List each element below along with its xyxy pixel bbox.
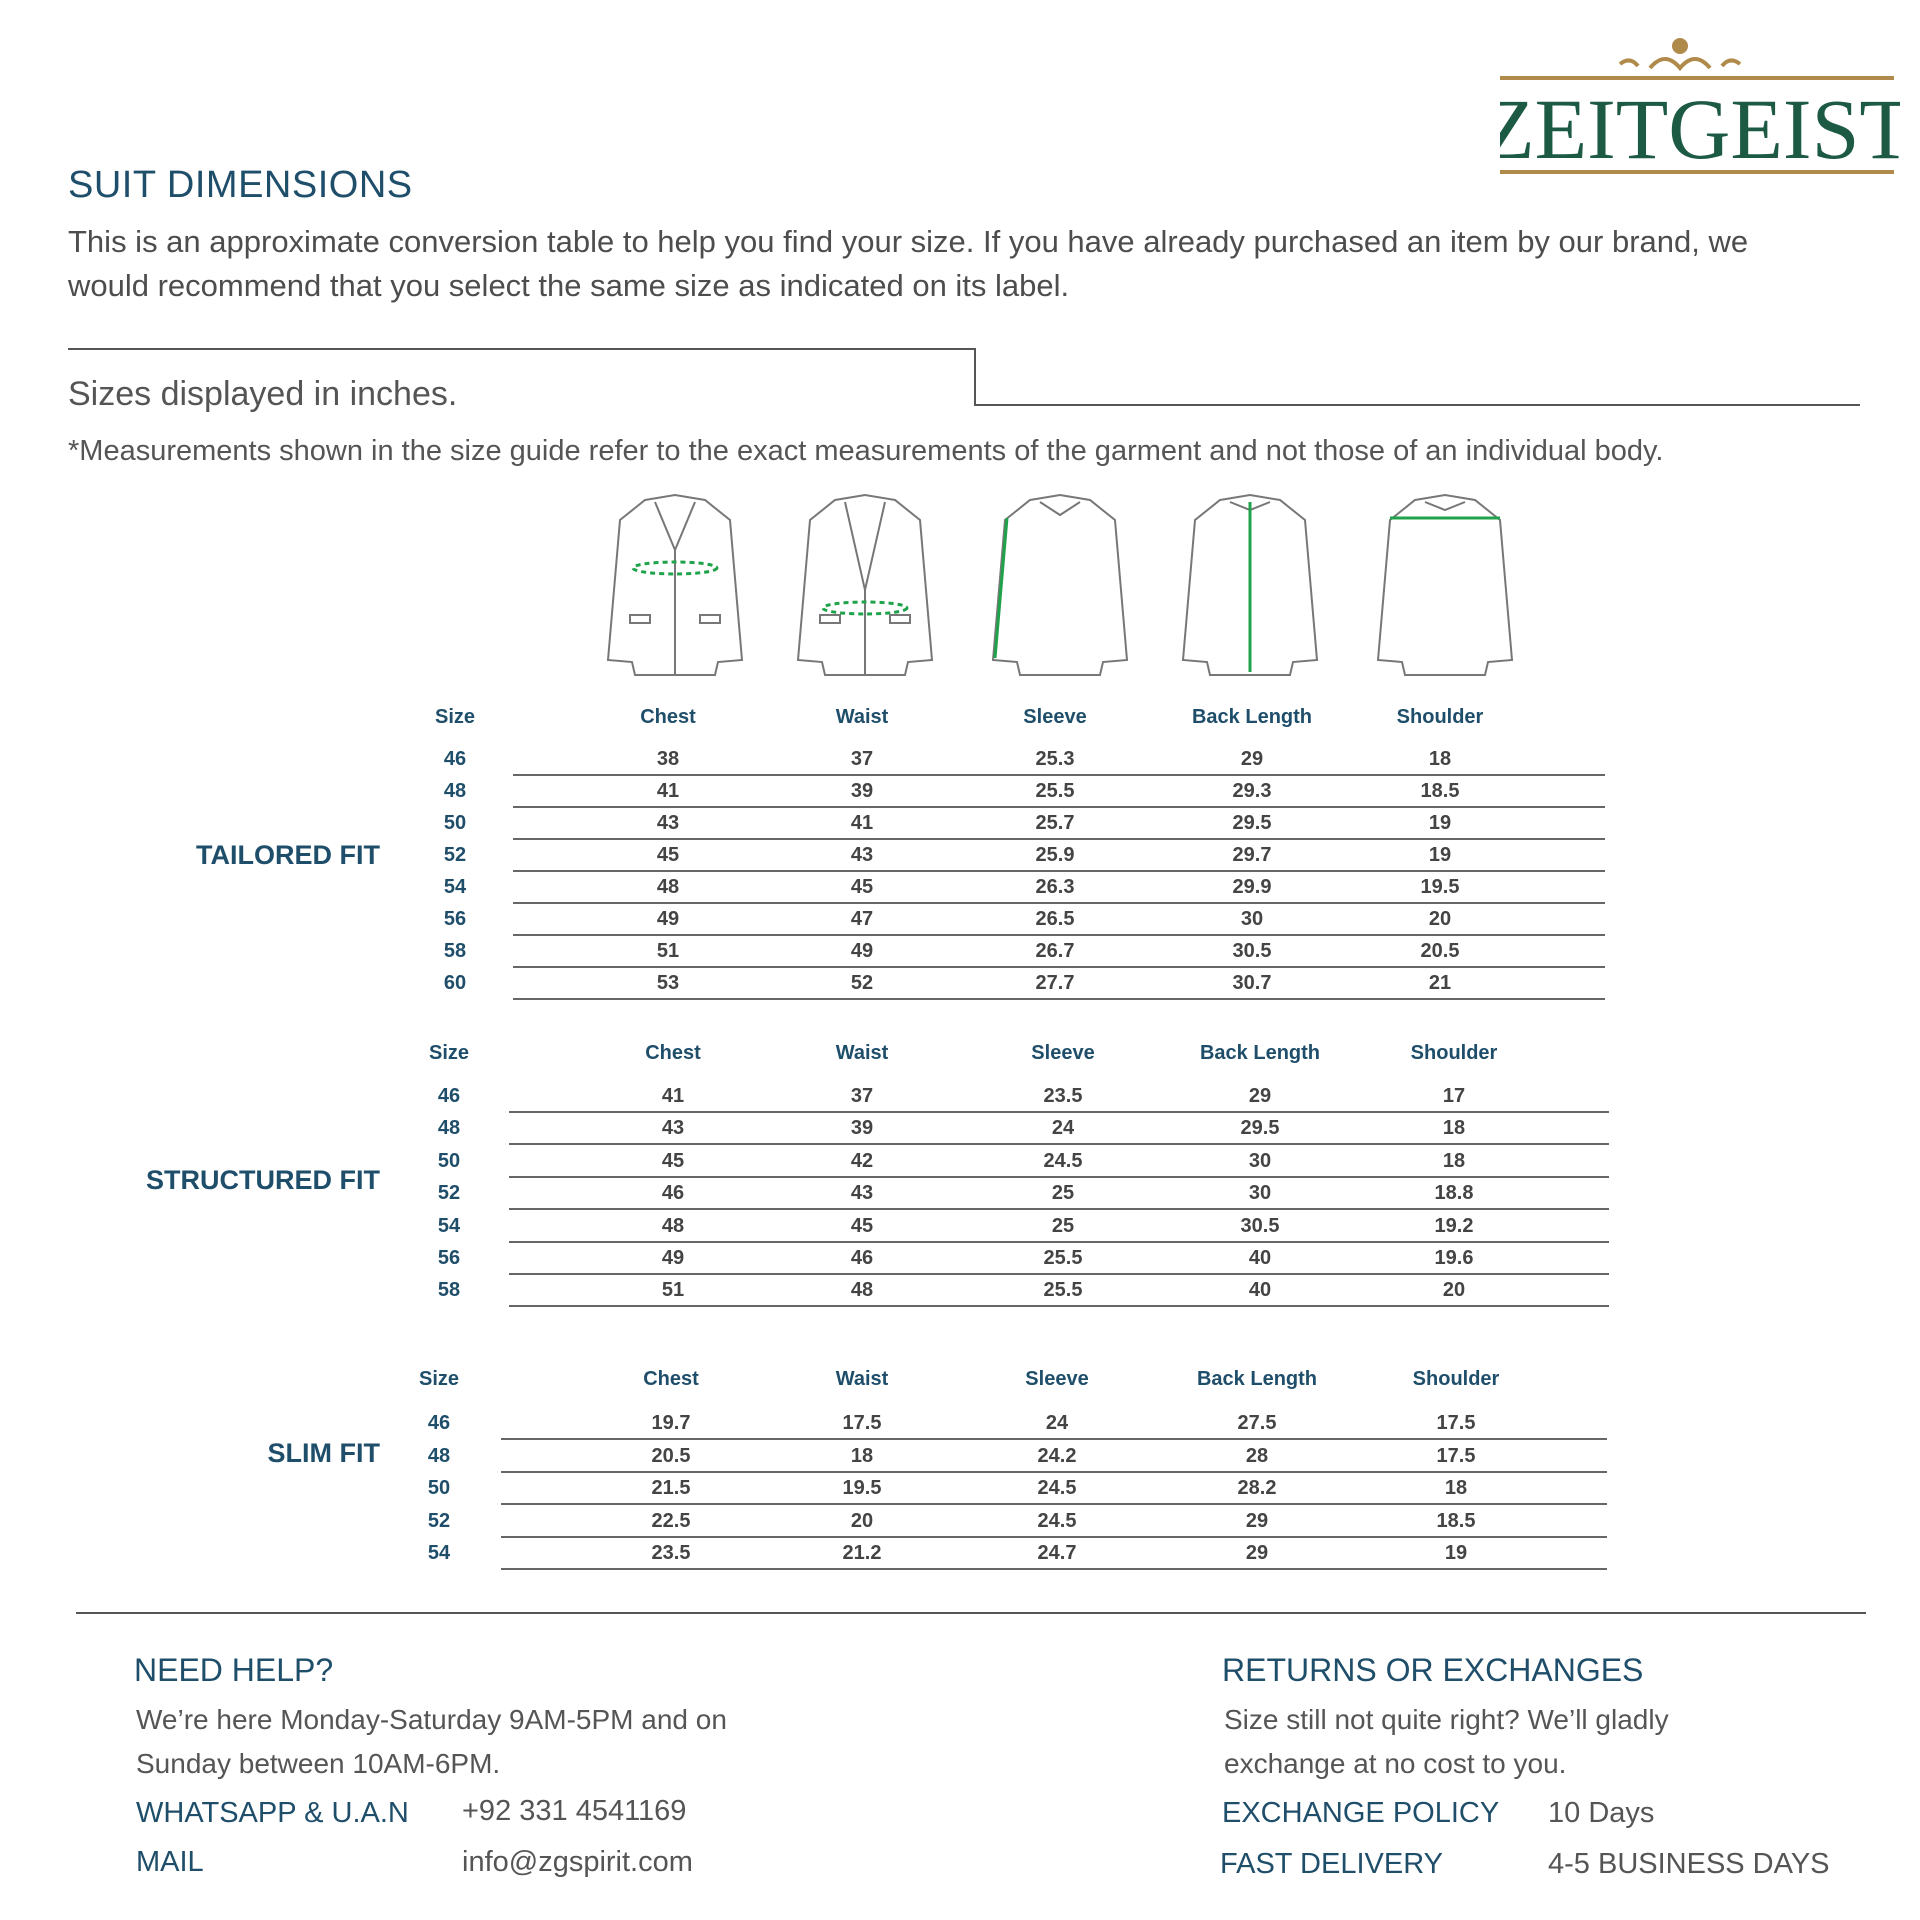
table-cell: 17.5 [1436,1444,1476,1467]
size-cell: 48 [427,1444,451,1467]
row-divider [513,934,1605,936]
table-cell: 52 [850,972,874,994]
table-cell: 20.5 [651,1444,691,1467]
table-group-label: SLIM FIT [267,1438,380,1468]
table-cell: 20.5 [1420,940,1460,962]
table-cell: 40 [1248,1279,1272,1302]
size-cell: 50 [427,1477,451,1499]
returns-text-line1: Size still not quite right? We’ll gladly [1224,1704,1669,1735]
size-cell: 54 [437,1214,461,1237]
row-divider [509,1176,1609,1178]
table-cell: 45 [661,1149,685,1172]
footer-divider [76,1612,1866,1614]
sleeve-jacket-icon [985,490,1135,680]
table-cell: 29.3 [1232,780,1272,802]
table-cell: 17 [1442,1085,1466,1107]
table-cell: 29 [1248,1085,1272,1107]
row-divider [513,774,1605,776]
table-cell: 18 [1442,1117,1466,1140]
divider-top-right [974,404,1860,406]
table-cell: 26.3 [1035,876,1075,898]
size-cell: 60 [443,972,467,994]
whatsapp-number[interactable]: +92 331 4541169 [462,1795,687,1827]
table-cell: 28.2 [1237,1477,1277,1499]
column-header: Waist [835,1368,889,1390]
table-cell: 18 [1442,1149,1466,1172]
fast-delivery-value: 4-5 BUSINESS DAYS [1548,1848,1830,1880]
table-cell: 38 [656,748,680,770]
page-title: SUIT DIMENSIONS [68,164,413,206]
column-header: Shoulder [1412,1368,1500,1390]
column-header: Chest [643,1368,699,1390]
whatsapp-label: WHATSAPP & U.A.N [136,1797,409,1829]
table-cell: 19.6 [1434,1247,1474,1269]
row-divider [509,1143,1609,1145]
table-cell: 51 [661,1279,685,1302]
table-cell: 25 [1051,1214,1075,1237]
table-cell: 48 [656,876,680,898]
table-cell: 41 [661,1085,685,1107]
units-text: Sizes displayed in inches. [68,375,458,413]
table-cell: 23.5 [651,1542,691,1564]
size-cell: 56 [437,1247,461,1269]
row-divider [501,1568,1607,1570]
table-cell: 30 [1248,1182,1272,1205]
help-title: NEED HELP? [134,1652,334,1688]
table-cell: 43 [850,1182,874,1205]
brand-logo [1500,30,1900,190]
table-cell: 26.7 [1035,940,1075,962]
table-cell: 41 [850,812,874,834]
row-divider [509,1273,1609,1275]
row-divider [501,1471,1607,1473]
column-header: Chest [645,1042,701,1064]
table-cell: 39 [850,1117,874,1140]
table-cell: 25.5 [1043,1247,1083,1269]
table-cell: 42 [850,1149,874,1172]
table-cell: 37 [850,748,874,770]
table-cell: 30.5 [1232,940,1272,962]
table-cell: 25 [1051,1182,1075,1205]
table-cell: 19 [1428,844,1452,866]
table-cell: 21.2 [842,1542,882,1564]
table-cell: 22.5 [651,1509,691,1532]
column-header: Waist [835,706,889,728]
table-cell: 21.5 [651,1477,691,1499]
table-cell: 28 [1245,1444,1269,1467]
table-cell: 41 [656,780,680,802]
help-hours-line1: We’re here Monday-Saturday 9AM-5PM and on [136,1704,727,1735]
row-divider [509,1305,1609,1307]
table-cell: 47 [850,908,874,930]
table-cell: 24.7 [1037,1542,1077,1564]
row-divider [513,902,1605,904]
table-cell: 29.7 [1232,844,1272,866]
table-cell: 18.8 [1434,1182,1474,1205]
table-group-label: TAILORED FIT [196,840,380,870]
table-cell: 19 [1428,812,1452,834]
size-cell: 52 [443,844,467,866]
size-cell: 50 [443,812,467,834]
fast-delivery-label: FAST DELIVERY [1220,1848,1443,1880]
table-cell: 24 [1045,1412,1069,1434]
returns-text-line2: exchange at no cost to you. [1224,1748,1567,1779]
intro-text: This is an approximate conversion table to help you find your size. If you have already purchased an item by our brand, we would recommend that you select the same size as indicated on its label. [68,224,1749,303]
column-header: Sleeve [1031,1042,1095,1064]
table-cell: 43 [661,1117,685,1140]
row-divider [513,998,1605,1000]
table-cell: 29.9 [1232,876,1272,898]
table-cell: 45 [656,844,680,866]
divider-top-left [68,348,976,350]
table-cell: 49 [656,908,680,930]
measurement-icons [590,490,1530,680]
logo-text: ZEITGEIST [1500,81,1900,177]
size-cell: 46 [443,748,467,770]
table-cell: 30 [1248,1149,1272,1172]
back-length-jacket-icon [1175,490,1325,680]
table-cell: 43 [850,844,874,866]
size-cell: 52 [427,1509,451,1532]
table-cell: 39 [850,780,874,802]
table-cell: 25.7 [1035,812,1075,834]
size-cell: 54 [427,1542,451,1564]
row-divider [509,1111,1609,1113]
table-cell: 19.7 [651,1412,691,1434]
table-cell: 19 [1444,1542,1468,1564]
table-cell: 17.5 [1436,1412,1476,1434]
table-cell: 25.5 [1035,780,1075,802]
table-cell: 46 [661,1182,685,1205]
table-cell: 27.7 [1035,972,1075,994]
table-cell: 48 [661,1214,685,1237]
table-group-label: STRUCTURED FIT [146,1165,380,1195]
measurement-note: *Measurements shown in the size guide refer to the exact measurements of the garment and not those of an individual body. [68,435,1664,467]
table-cell: 19.5 [842,1477,882,1499]
table-cell: 49 [850,940,874,962]
table-cell: 49 [661,1247,685,1269]
table-cell: 24.2 [1037,1444,1077,1467]
size-cell: 54 [443,876,467,898]
size-cell: 56 [443,908,467,930]
table-cell: 29 [1245,1542,1269,1564]
row-divider [513,838,1605,840]
table-cell: 29.5 [1240,1117,1280,1140]
table-cell: 18 [850,1444,874,1467]
waist-jacket-icon [790,490,940,680]
table-cell: 18.5 [1420,780,1460,802]
column-header: Chest [640,706,696,728]
divider-step [974,348,976,406]
table-cell: 20 [850,1509,874,1532]
table-cell: 18 [1444,1477,1468,1499]
row-divider [509,1241,1609,1243]
table-cell: 30.5 [1240,1214,1280,1237]
row-divider [501,1438,1607,1440]
table-cell: 37 [850,1085,874,1107]
chest-jacket-icon [600,490,750,680]
size-cell: 52 [437,1182,461,1205]
table-cell: 18.5 [1436,1509,1476,1532]
exchange-policy-value: 10 Days [1548,1797,1655,1829]
size-cell: 48 [437,1117,461,1140]
row-divider [509,1208,1609,1210]
table-cell: 29.5 [1232,812,1272,834]
table-cell: 30.7 [1232,972,1272,994]
table-cell: 24.5 [1043,1149,1083,1172]
table-cell: 21 [1428,972,1452,994]
table-cell: 53 [656,972,680,994]
help-hours-line2: Sunday between 10AM-6PM. [136,1748,501,1779]
size-cell: 50 [437,1149,461,1172]
table-cell: 20 [1442,1279,1466,1302]
table-cell: 43 [656,812,680,834]
table-cell: 19.5 [1420,876,1460,898]
column-header: Size [434,706,476,728]
row-divider [513,806,1605,808]
exchange-policy-label: EXCHANGE POLICY [1222,1797,1500,1829]
row-divider [501,1536,1607,1538]
table-cell: 17.5 [842,1412,882,1434]
size-cell: 58 [443,940,467,962]
column-header: Sleeve [1023,706,1087,728]
table-cell: 45 [850,876,874,898]
table-cell: 29 [1240,748,1264,770]
table-cell: 40 [1248,1247,1272,1269]
table-cell: 45 [850,1214,874,1237]
table-cell: 46 [850,1247,874,1269]
table-cell: 23.5 [1043,1085,1083,1107]
size-cell: 46 [437,1085,461,1107]
table-cell: 18 [1428,748,1452,770]
shoulder-jacket-icon [1370,490,1520,680]
table-cell: 25.5 [1043,1279,1083,1302]
table-cell: 20 [1428,908,1452,930]
table-cell: 29 [1245,1509,1269,1532]
column-header: Sleeve [1025,1368,1089,1390]
column-header: Back Length [1196,1368,1318,1390]
mail-address[interactable]: info@zgspirit.com [462,1846,693,1878]
table-cell: 24.5 [1037,1509,1077,1532]
returns-title: RETURNS OR EXCHANGES [1222,1652,1644,1688]
table-cell: 25.9 [1035,844,1075,866]
table-cell: 25.3 [1035,748,1075,770]
size-cell: 48 [443,780,467,802]
row-divider [513,966,1605,968]
column-header: Back Length [1191,706,1313,728]
row-divider [501,1503,1607,1505]
size-cell: 58 [437,1279,461,1302]
table-cell: 51 [656,940,680,962]
column-header: Back Length [1199,1042,1321,1064]
table-cell: 27.5 [1237,1412,1277,1434]
table-cell: 26.5 [1035,908,1075,930]
column-header: Shoulder [1396,706,1484,728]
mail-label: MAIL [136,1846,204,1878]
column-header: Size [428,1042,470,1064]
table-cell: 24 [1051,1117,1075,1140]
size-cell: 46 [427,1412,451,1434]
table-cell: 30 [1240,908,1264,930]
table-cell: 48 [850,1279,874,1302]
column-header: Waist [835,1042,889,1064]
column-header: Size [418,1368,460,1390]
table-cell: 24.5 [1037,1477,1077,1499]
row-divider [513,870,1605,872]
table-cell: 19.2 [1434,1214,1474,1237]
column-header: Shoulder [1410,1042,1498,1064]
